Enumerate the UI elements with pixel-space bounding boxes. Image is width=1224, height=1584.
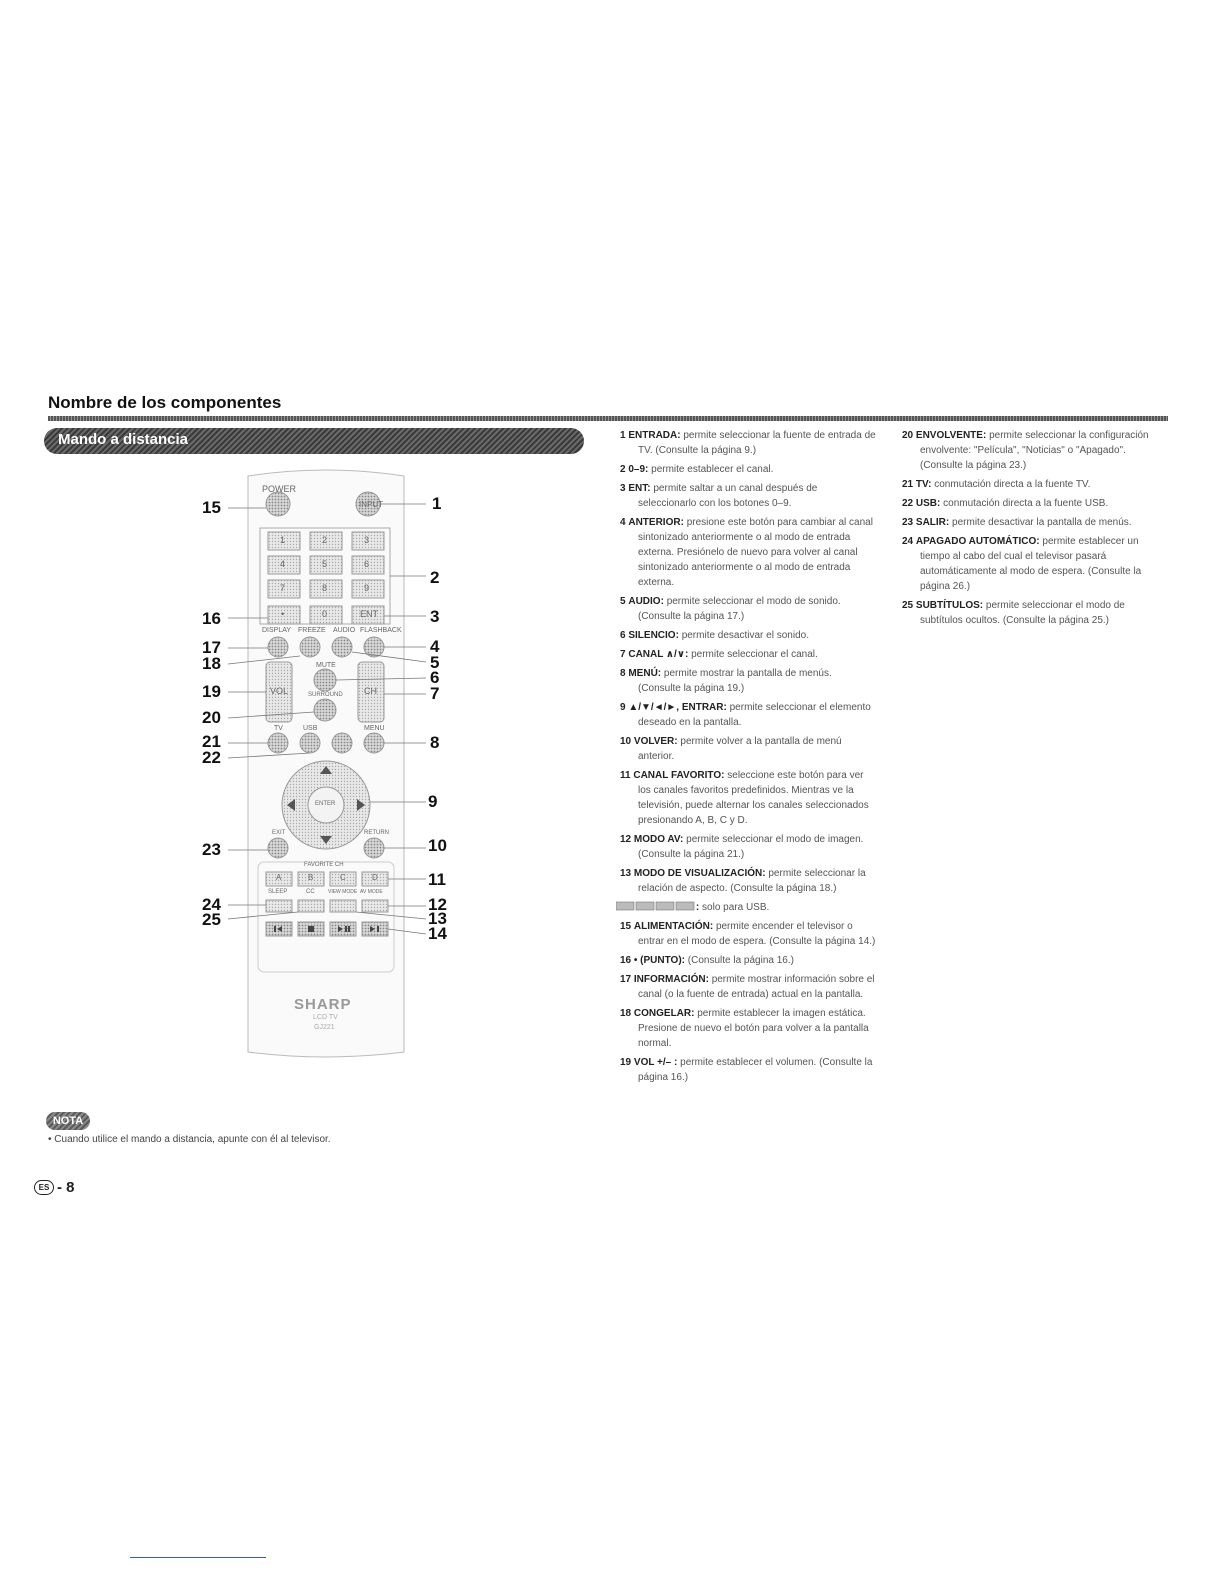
key-1[interactable]: 1 [280,535,286,545]
item-description: seleccione este botón para ver los canales favoritos predefinidos. Mientras ve la televisión, puede alternar los canales seleccionados presionando A, B, C y D. [638,770,869,826]
item-title: VOL +/– : [633,1057,678,1069]
flashback-label: FLASHBACK [360,627,402,634]
item-description: permite encender el televisor o entrar en el modo de espera. (Consulte la página 14.) [638,921,876,948]
item-title: 0–9: [628,464,649,475]
fav-d-button[interactable]: D [372,873,378,882]
item-number: 10 [620,736,632,747]
item-number: 16 [620,955,632,967]
item-title: • (PUNTO): [633,955,685,967]
fav-b-button[interactable]: B [308,873,314,882]
item-number: 7 [620,649,626,660]
callout-3: 3 [430,607,440,626]
item-title: ENVOLVENTE: [915,430,987,441]
key-dot[interactable]: • [281,609,285,619]
description-item [902,598,1166,628]
callout-20: 20 [202,708,221,727]
ch-label: CH [364,686,377,696]
callout-24: 24 [202,895,221,914]
key-ent[interactable]: ENT [360,609,378,619]
key-7[interactable]: 7 [280,583,286,593]
item-number: 6 [620,630,626,641]
description-item [620,900,876,915]
item-description: permite desactivar el sonido. [681,630,809,641]
section-heading [44,428,584,454]
item-number: 12 [620,834,632,845]
callout-15: 15 [202,498,221,517]
item-number: 23 [902,517,914,528]
callout-16: 16 [202,609,221,628]
enter-button[interactable]: ENTER [315,801,336,807]
model-label: GJ221 [314,1024,335,1031]
item-title: CONGELAR: [633,1008,695,1020]
item-title: MODO AV: [633,834,684,845]
favorite-ch-label: FAVORITE CH [304,862,344,868]
description-item [620,700,876,730]
callout-22: 22 [202,748,221,767]
item-number: 4 [620,517,626,528]
item-title: ENTRADA: [628,430,681,441]
item-title: VOLVER: [633,736,678,747]
item-title: ANTERIOR: [628,517,684,528]
surround-label: SURROUND [308,692,343,698]
callout-14: 14 [428,924,447,943]
media-buttons-icon [634,900,696,915]
callout-6: 6 [430,668,440,687]
description-item [620,628,876,643]
item-description: permite seleccionar el modo de sonido. (Consulte la página 17.) [638,596,841,622]
item-description: (Consulte la página 16.) [687,955,794,967]
description-item [620,768,876,828]
key-3[interactable]: 3 [364,535,370,545]
item-number: 25 [902,600,914,611]
item-description: permite establecer un tiempo al cabo del cual el televisor pasará automáticamente al modo de espera. (Consulte la página 26.) [920,536,1142,592]
title-rule [48,416,1168,421]
description-item [902,534,1166,594]
sleep-label: SLEEP [268,889,288,895]
description-item [902,515,1166,530]
item-title: ALIMENTACIÓN: [633,921,714,933]
item-description: permite seleccionar la relación de aspecto. (Consulte la página 18.) [638,868,866,894]
note-text: • Cuando utilice el mando a distancia, apunte con él al televisor. [48,1134,331,1145]
fav-a-button[interactable]: A [276,873,282,882]
fav-c-button[interactable]: C [340,873,346,882]
item-number: 22 [902,498,914,509]
item-number: 3 [620,483,626,494]
item-description: permite establecer el canal. [651,464,774,475]
note-badge: NOTA [46,1112,90,1130]
item-title: ENT: [628,483,651,494]
item-description: permite mostrar la pantalla de menús. (Consulte la página 19.) [638,668,832,694]
description-item [902,428,1166,473]
description-item [620,953,876,968]
usb-label: USB [303,725,318,732]
key-2[interactable]: 2 [322,535,328,545]
item-title: SALIR: [915,517,950,528]
item-number: 15 [620,921,632,933]
item-description: permite seleccionar el elemento deseado en la pantalla. [638,702,871,728]
callout-12: 12 [428,895,447,914]
item-description: permite seleccionar el modo de subtítulos ocultos. (Consulte la página 25.) [920,600,1125,626]
description-item [620,462,876,477]
item-number: 8 [620,668,626,679]
description-item [620,594,876,624]
item-title: CANAL ∧/∨: [628,649,689,660]
description-item [620,972,876,1002]
return-label: RETURN [364,830,389,836]
section-heading-text: Mando a distancia [58,431,189,448]
product-label: LCD TV [313,1014,338,1021]
item-title: USB: [915,498,941,509]
item-description: permite seleccionar el canal. [691,649,818,660]
callout-4: 4 [430,637,440,656]
item-title: AUDIO: [628,596,664,607]
description-item [620,666,876,696]
view-mode-label: VIEW MODE [328,889,358,895]
item-description: permite establecer la imagen estática. Presione de nuevo el botón para volver a la pantalla normal. [638,1008,869,1050]
cc-label: CC [306,889,315,895]
item-title: SUBTÍTULOS: [915,600,984,611]
item-description: conmutación directa a la fuente USB. [943,498,1109,509]
av-mode-label: AV MODE [360,889,383,895]
description-column-2 [902,428,1166,632]
item-title: INFORMACIÓN: [633,974,709,986]
callout-8: 8 [430,733,440,752]
item-number: 17 [620,974,632,986]
callout-11: 11 [428,870,446,889]
remote-illustration [196,462,456,1062]
description-item [620,734,876,764]
item-description: solo para USB. [702,902,770,914]
brand-logo: SHARP [294,996,352,1013]
description-item [902,477,1166,492]
item-number: 21 [902,479,914,490]
item-description: permite seleccionar la configuración envolvente: "Película", "Noticias" o "Apagado". (Consulte la página 23.) [920,430,1149,471]
item-number: 19 [620,1057,632,1069]
item-number: 1 [620,430,626,441]
item-description: permite establecer el volumen. (Consulte la página 16.) [638,1057,873,1084]
item-number: 20 [902,430,914,441]
page-number [34,1179,75,1196]
item-description: permite seleccionar el modo de imagen. (Consulte la página 21.) [638,834,864,860]
description-item [620,1006,876,1051]
item-description: permite seleccionar la fuente de entrada de TV. (Consulte la página 9.) [638,430,876,456]
exit-label: EXIT [272,830,286,836]
item-description: permite mostrar información sobre el canal (o la fuente de entrada) actual en la pantalla. [638,974,875,1001]
tv-label: TV [274,725,283,732]
audio-label: AUDIO [333,627,356,634]
item-number: 2 [620,464,626,475]
item-title: TV: [915,479,932,490]
item-description: presione este botón para cambiar al canal sintonizado anteriormente o al modo de entrada externa. Presiónelo de nuevo para volver al canal sintonizado anteriormente o al modo de entrada externa. [638,517,873,588]
item-number: 11 [620,770,631,781]
callout-9: 9 [428,792,438,811]
key-0[interactable]: 0 [322,609,328,619]
description-item [902,496,1166,511]
page-number-text: - 8 [57,1179,75,1196]
callout-17: 17 [202,638,221,657]
language-badge: ES [34,1180,54,1195]
item-title: MENÚ: [628,668,662,679]
item-title: : [695,902,700,914]
remote-body [196,462,456,1062]
page-title: Nombre de los componentes [48,393,282,412]
callout-10: 10 [428,836,447,855]
item-title: ▲/▼/◄/►, ENTRAR: [628,702,727,713]
item-description: permite saltar a un canal después de seleccionarlo con los botones 0–9. [638,483,818,509]
item-number: 13 [620,868,632,879]
item-description: permite desactivar la pantalla de menús. [952,517,1132,528]
item-title: APAGADO AUTOMÁTICO: [915,536,1040,547]
item-title: SILENCIO: [628,630,679,641]
display-label: DISPLAY [262,627,292,634]
item-title: MODO DE VISUALIZACIÓN: [633,868,766,879]
vol-label: VOL [270,686,289,696]
item-number: 24 [902,536,914,547]
callout-21: 21 [202,732,221,751]
callout-13: 13 [428,909,447,928]
freeze-label: FREEZE [298,627,326,634]
callout-25: 25 [202,910,221,929]
description-item [620,1055,876,1085]
callout-2: 2 [430,568,440,587]
item-number: 5 [620,596,626,607]
item-title: CANAL FAVORITO: [633,770,725,781]
key-4[interactable]: 4 [280,559,286,569]
description-item [620,919,876,949]
callout-5: 5 [430,653,440,672]
description-item [620,647,876,662]
callout-23: 23 [202,840,221,859]
item-number: 9 [620,702,626,713]
callout-18: 18 [202,654,221,673]
power-label: POWER [262,484,297,494]
input-button[interactable]: INPUT [359,500,383,509]
item-number: 18 [620,1008,632,1020]
key-5[interactable]: 5 [322,559,328,569]
item-description: permite volver a la pantalla de menú anterior. [638,736,842,762]
item-description: conmutación directa a la fuente TV. [934,479,1091,490]
description-item [620,515,876,590]
key-6[interactable]: 6 [364,559,370,569]
key-9[interactable]: 9 [364,583,370,593]
description-item [620,481,876,511]
mute-label: MUTE [316,662,336,669]
description-column-1 [620,428,876,1089]
callout-19: 19 [202,682,221,701]
description-item [620,866,876,896]
callout-7: 7 [430,684,440,703]
bottom-rule [130,1557,266,1558]
menu-label: MENU [364,725,385,732]
description-item [620,832,876,862]
key-8[interactable]: 8 [322,583,328,593]
callout-1: 1 [432,494,442,513]
description-item [620,428,876,458]
